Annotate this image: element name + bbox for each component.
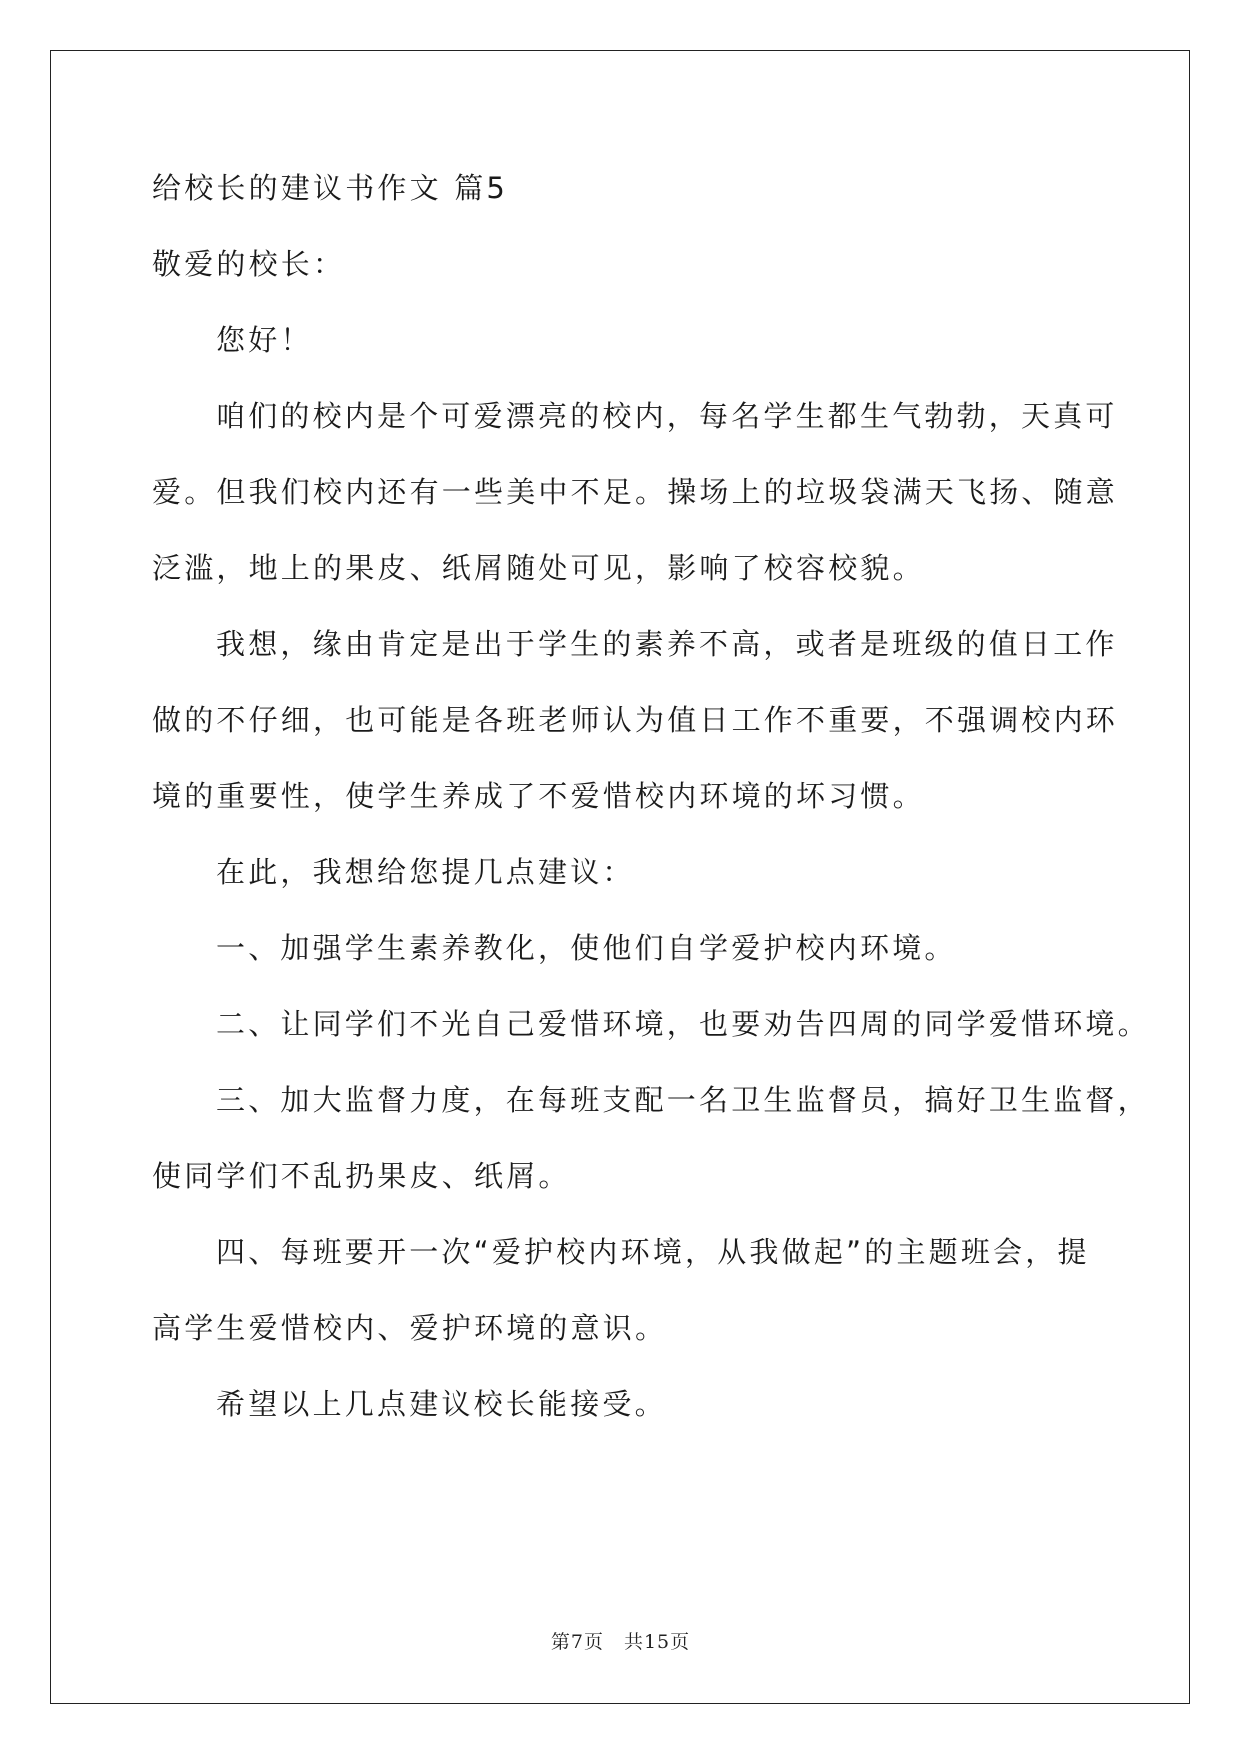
page-number: 第7页 共15页: [550, 1631, 691, 1653]
paragraph-line: 做的不仔细，也可能是各班老师认为值日工作不重要，不强调校内环: [152, 703, 1119, 737]
paragraph-line: 咱们的校内是个可爱漂亮的校内，每名学生都生气勃勃，天真可: [216, 399, 1118, 433]
paragraph-line: 境的重要性，使学生养成了不爱惜校内环境的坏习惯。: [152, 779, 925, 813]
salutation: 敬爱的校长：: [152, 247, 346, 281]
suggestion-3: 三、加大监督力度，在每班支配一名卫生监督员，搞好卫生监督，: [216, 1083, 1150, 1117]
paragraph-line: 在此，我想给您提几点建议：: [216, 855, 635, 889]
paragraph-line: 我想，缘由肯定是出于学生的素养不高，或者是班级的值日工作: [216, 627, 1118, 661]
paragraph-line: 高学生爱惜校内、爱护环境的意识。: [152, 1311, 668, 1345]
suggestion-2: 二、让同学们不光自己爱惜环境，也要劝告四周的同学爱惜环境。: [216, 1007, 1150, 1041]
suggestion-1: 一、加强学生素养教化，使他们自学爱护校内环境。: [216, 931, 957, 965]
suggestion-4: 四、每班要开一次“爱护校内环境，从我做起”的主题班会，提: [216, 1235, 1090, 1269]
paragraph-line: 使同学们不乱扔果皮、纸屑。: [152, 1159, 571, 1193]
document-title: 给校长的建议书作文 篇5: [152, 171, 509, 205]
document-body: [152, 168, 1150, 1424]
paragraph-line: 泛滥，地上的果皮、纸屑随处可见，影响了校容校貌。: [152, 551, 925, 585]
closing-line: 希望以上几点建议校长能接受。: [216, 1387, 667, 1421]
paragraph-line: 爱。但我们校内还有一些美中不足。操场上的垃圾袋满天飞扬、随意: [152, 475, 1119, 509]
greeting: 您好！: [216, 323, 313, 357]
